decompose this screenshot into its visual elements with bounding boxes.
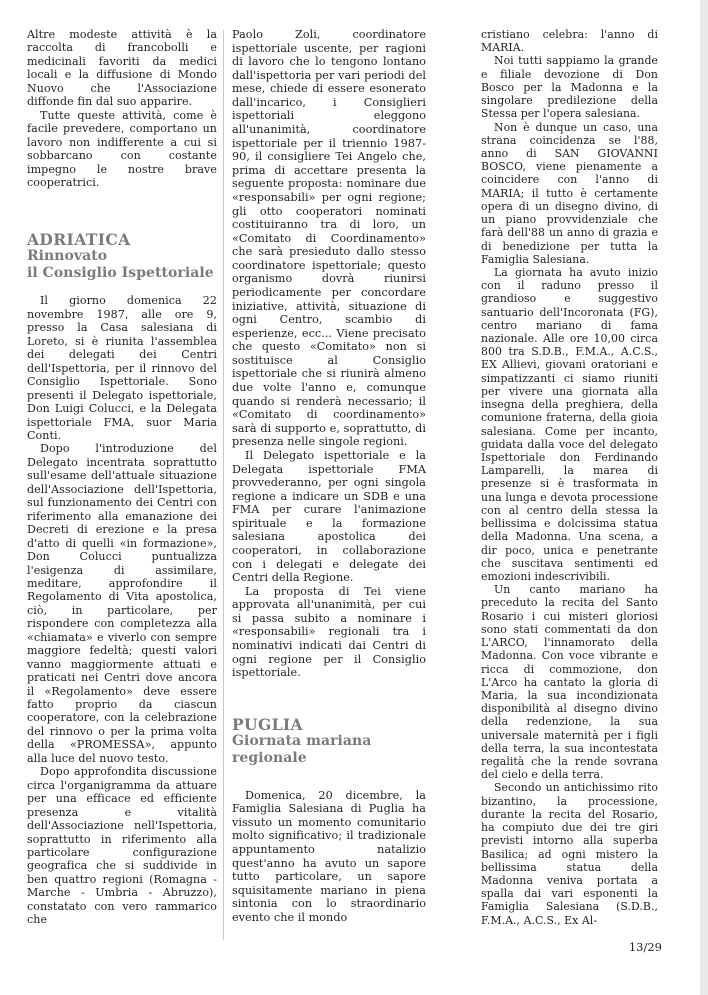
- paragraph: cristiano celebra: l'anno di MARIA.: [481, 28, 658, 55]
- paragraph: Tutte queste attività, come è facile prevedere, comportano un lavoro non indifferente a cui si sobbarcano con costante impegno le nostre brave cooperatrici.: [27, 108, 217, 189]
- column-2: [232, 28, 426, 925]
- paragraph: Secondo un antichissimo rito bizantino, la processione, durante la recita del Rosario, ha compiuto due dei tre giri previsti intorno alla superba Basilica; ad ogni mistero la bellissima statua della Madonna veniva portata a spalla dai vari esponenti la Famiglia Salesiana (S.D.B., F.M.A., A.C.S., Ex Al-: [481, 781, 658, 927]
- section-heading-adriatica: [27, 231, 217, 282]
- section-title: PUGLIA: [232, 714, 303, 734]
- paragraph: Non è dunque un caso, una strana coincidenza se l'88, anno di SAN GIOVANNI BOSCO, viene pienamente a coincidere con l'anno di MARIA; il tutto è certamente opera di un disegno divino, di un piano provvidenziale che farà dell'88 un anno di grazia e di benedizione per tutta la Famiglia Salesiana.: [481, 120, 658, 266]
- page-number: 13/29: [628, 940, 662, 954]
- paragraph: Domenica, 20 dicembre, la Famiglia Salesiana di Puglia ha vissuto un momento comunitario molto significativo; il tradizionale appuntamento natalizio quest'anno ha avuto un sapore tutto particolare, un sapore squisitamente mariano in piena sintonia con lo straordinario evento che il mondo: [232, 788, 426, 924]
- paragraph: Un canto mariano ha preceduto la recita del Santo Rosario i cui misteri gloriosi sono stati commentati da don L'ARCO, l'innamorato della Madonna. Con voce vibrante e ricca di commozione, don L'Arco ha cantato la gloria di Maria, la sua incondizionata disponibilità al disegno divino della redenzione, la sua universale maternità per i figli della terra, la sua incontestata regalità che la rende sovrana del cielo e della terra.: [481, 583, 658, 782]
- paragraph: Dopo l'introduzione del Delegato incentrata soprattutto sull'esame dell'attuale situazione dell'Associazione dell'Ispettoria, sul funzionamento dei Centri con riferimento alla emanazione dei Decreti di erezione e la presa d'atto di quelli «in formazione», Don Colucci puntualizza l'esigenza di assimilare, meditare, approfondire il Regolamento di Vita apostolica, ciò, in particolare, per rispondere con completezza alla «chiamata» e viverlo con sempre maggiore fedeltà; questi valori vanno maggiormente attuati e praticati nei Centri dove ancora il «Regolamento» deve essere fatto proprio da ciascun cooperatore, con la celebrazione del rinnovo o per la prima volta della «PROMESSA», appunto alla luce del nuovo testo.: [27, 442, 217, 765]
- paragraph: Altre modeste attività è la raccolta di francobolli e medicinali favoriti da medici locali e la diffusione di Mondo Nuovo che l'Associazione diffonde fin dal suo apparire.: [27, 28, 217, 109]
- paragraph: Il giorno domenica 22 novembre 1987, alle ore 9, presso la Casa salesiana di Loreto, si è riunita l'assemblea dei delegati dei Centri dell'Ispettoria, per il rinnovo del Consiglio Ispettoriale. Sono presenti il Delegato ispettoriale, Don Luigi Colucci, e la Delegata ispettoriale FMA, suor Maria Conti.: [27, 294, 217, 442]
- paragraph: Il Delegato ispettoriale e la Delegata ispettoriale FMA provvederanno, per ogni singola regione a indicare un SDB e una FMA per curare l'animazione spirituale e la formazione salesiana apostolica dei cooperatori, in collaborazione con i delegati e delegate dei Centri della Regione.: [232, 448, 426, 585]
- paragraph: Paolo Zoli, coordinatore ispettoriale uscente, per ragioni di lavoro che lo tengono lontano dall'ispettoria per vari periodi del mese, chiede di essere esonerato dall'incarico, i Consiglieri ispettoriali eleggono all'unanimità, coordinatore ispettoriale per il triennio 1987-90, il consigliere Tei Angelo che, prima di accettare presenta la seguente proposta: nominare due «responsabili» per ogni regione; gli otto cooperatori nominati costituiranno tra di loro, un «Comitato di Coordinamento» che sarà presieduto dallo stesso coordinatore ispettoriale; questo organismo dovrà riunirsi periodicamente per concordare iniziative, attività, situazione di ogni Centro, scambio di esperienze, ecc... Viene precisato che questo «Comitato» non si sostituisce al Consiglio ispettoriale che si riunirà almeno due volte l'anno e, comunque quando si renderà necessario; il «Comitato di coordinamento» sarà di supporto e, soprattutto, di presenza nelle singole regioni.: [232, 28, 426, 449]
- column-3: [481, 28, 658, 927]
- column-divider: [223, 30, 224, 940]
- page-edge-shadow: [700, 0, 708, 995]
- section-subtitle: regionale: [232, 749, 307, 766]
- section-subtitle: Rinnovato: [27, 248, 108, 265]
- paragraph: Noi tutti sappiamo la grande e filiale devozione di Don Bosco per la Madonna e la singolare predilezione della Stessa per l'opera salesiana.: [481, 54, 658, 121]
- paragraph: La giornata ha avuto inizio con il raduno presso il grandioso e suggestivo santuario dell'Incoronata (FG), centro mariano di fama nazionale. Alle ore 10,00 circa 800 tra S.D.B., F.M.A., A.C.S., EX Allievi, giovani oratoriani e simpatizzanti ci siamo riuniti per vivere una giornata alla insegna della preghiera, della comunione fraterna, della gioia salesiana. Come per incanto, guidata dalla voce del delegato Ispettoriale don Ferdinando Lamparelli, la marea di presenze si è trasformata in una lunga e devota processione con al centro della stessa la bellissima e dolcissima statua della Madonna. Una scena, a dir poco, unica e penetrante che suscitava sentimenti ed emozioni indescrivibili.: [481, 265, 658, 583]
- column-1: [27, 28, 217, 927]
- paragraph: Dopo approfondita discussione circa l'organigramma da attuare per una efficace ed efficiente presenza e vitalità dell'Associazione nell'Ispettoria, soprattutto in riferimento alla particolare configurazione geografica che si suddivide in ben quattro regioni (Romagna - Marche - Umbria - Abruzzo), constatato con vero rammarico che: [27, 765, 217, 927]
- section-subtitle: il Consiglio Ispettoriale: [27, 265, 214, 282]
- section-title: ADRIATICA: [27, 230, 131, 250]
- section-subtitle: Giornata mariana: [232, 732, 372, 749]
- section-heading-puglia: [232, 716, 426, 767]
- paragraph: La proposta di Tei viene approvata all'unanimità, per cui si passa subito a nominare i «responsabili» regionali tra i nominativi indicati dai Centri di ogni regione per il Consiglio ispettoriale.: [232, 584, 426, 680]
